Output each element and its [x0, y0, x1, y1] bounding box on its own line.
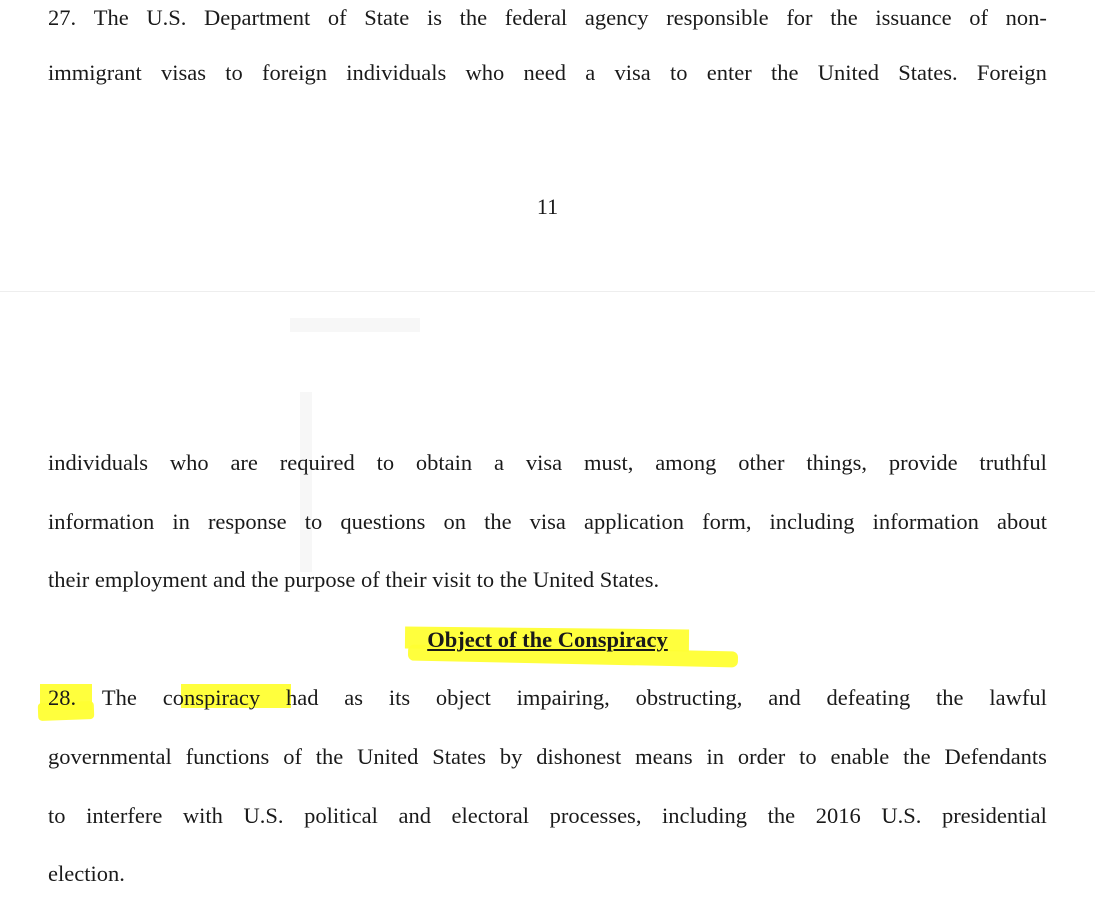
word: immigrant	[48, 60, 142, 85]
word: enter	[706, 60, 752, 85]
scan-artifact	[290, 318, 420, 332]
page1-line-2	[48, 58, 1047, 88]
word: to	[225, 60, 243, 85]
word: foreign	[262, 60, 327, 85]
word: U.S.	[146, 5, 187, 30]
word: the	[770, 60, 799, 85]
word: in	[706, 744, 724, 769]
word: required	[279, 450, 355, 475]
word: agency	[584, 5, 649, 30]
word: questions	[340, 509, 426, 534]
page2-line-3	[48, 565, 1047, 595]
page2-line-5	[48, 742, 1047, 772]
word: the	[484, 509, 512, 534]
word: States	[432, 744, 487, 769]
page2-line-1	[48, 448, 1047, 478]
line-3-text: their employment and the purpose of their visit to the United States.	[48, 567, 660, 592]
word: U.S.	[243, 803, 284, 828]
word: about	[996, 509, 1047, 534]
word: as	[344, 685, 364, 710]
word: State	[364, 5, 410, 30]
word: need	[523, 60, 566, 85]
word: other	[738, 450, 785, 475]
word: 27.	[48, 5, 77, 30]
word: the	[459, 5, 488, 30]
word: enable	[830, 744, 890, 769]
word: to	[304, 509, 323, 534]
word: information	[48, 509, 155, 534]
word: defeating	[826, 685, 911, 710]
word: in	[172, 509, 190, 534]
word: the	[830, 5, 858, 30]
word: functions	[185, 744, 270, 769]
word: dishonest	[536, 744, 622, 769]
word: visa	[614, 60, 651, 85]
word: including	[769, 509, 855, 534]
word: to	[799, 744, 817, 769]
paragraph-number: 28.	[48, 685, 77, 710]
word: impairing,	[516, 685, 610, 710]
word: a	[585, 60, 596, 85]
word: and	[398, 803, 431, 828]
word: order	[737, 744, 786, 769]
section-heading: Object of the Conspiracy	[427, 627, 668, 652]
word: of	[327, 5, 347, 30]
word: information	[872, 509, 979, 534]
word: governmental	[48, 744, 172, 769]
word: interfere	[86, 803, 163, 828]
word: processes,	[549, 803, 642, 828]
page2-line-6	[48, 801, 1047, 831]
page-number: 11	[536, 194, 559, 219]
word: obstructing,	[635, 685, 743, 710]
word: to	[376, 450, 395, 475]
word: form,	[702, 509, 752, 534]
word: application	[584, 509, 684, 534]
word: the	[315, 744, 344, 769]
word: issuance	[875, 5, 952, 30]
word: the	[767, 803, 796, 828]
scan-artifact	[300, 392, 312, 572]
word: object	[435, 685, 491, 710]
highlighted-word: conspiracy	[162, 685, 261, 710]
word: had	[285, 685, 319, 710]
word: who	[465, 60, 505, 85]
word: visa	[529, 509, 566, 534]
word: electoral	[451, 803, 529, 828]
word: Defendants	[944, 744, 1047, 769]
word: United	[357, 744, 419, 769]
word: political	[304, 803, 378, 828]
line-7-text: election.	[48, 861, 125, 886]
word: individuals	[346, 60, 447, 85]
word: to	[48, 803, 66, 828]
page-separator	[0, 291, 1095, 292]
word: non-	[1005, 5, 1047, 30]
word: lawful	[989, 685, 1047, 710]
word: must,	[583, 450, 634, 475]
word: Foreign	[976, 60, 1047, 85]
word: United	[817, 60, 879, 85]
word: the	[903, 744, 931, 769]
word: things,	[806, 450, 867, 475]
word: States.	[898, 60, 958, 85]
word: The	[101, 685, 137, 710]
word: federal	[504, 5, 568, 30]
word: obtain	[415, 450, 473, 475]
word: means	[635, 744, 693, 769]
word: its	[388, 685, 411, 710]
word: 2016	[815, 803, 861, 828]
word: the	[936, 685, 964, 710]
word: responsible	[666, 5, 769, 30]
word: of	[969, 5, 988, 30]
word: among	[655, 450, 717, 475]
word: response	[207, 509, 287, 534]
para-28-line	[48, 683, 1047, 713]
word: truthful	[979, 450, 1047, 475]
word: visas	[161, 60, 206, 85]
page2-line-2	[48, 507, 1047, 537]
word: who	[169, 450, 209, 475]
word: are	[230, 450, 258, 475]
word: The	[93, 5, 129, 30]
page2-line-7	[48, 859, 1047, 889]
page1-line-1	[48, 3, 1047, 33]
word: individuals	[48, 450, 148, 475]
word: is	[426, 5, 442, 30]
word: including	[662, 803, 748, 828]
word: U.S.	[881, 803, 922, 828]
word: and	[768, 685, 801, 710]
word: with	[182, 803, 223, 828]
word: presidential	[941, 803, 1047, 828]
word: provide	[888, 450, 958, 475]
heading-line	[48, 625, 1047, 655]
word: by	[499, 744, 523, 769]
word: Department	[204, 5, 311, 30]
word: visa	[525, 450, 563, 475]
word: a	[494, 450, 505, 475]
word: of	[283, 744, 302, 769]
word: on	[443, 509, 466, 534]
word: for	[786, 5, 813, 30]
word: to	[669, 60, 688, 85]
